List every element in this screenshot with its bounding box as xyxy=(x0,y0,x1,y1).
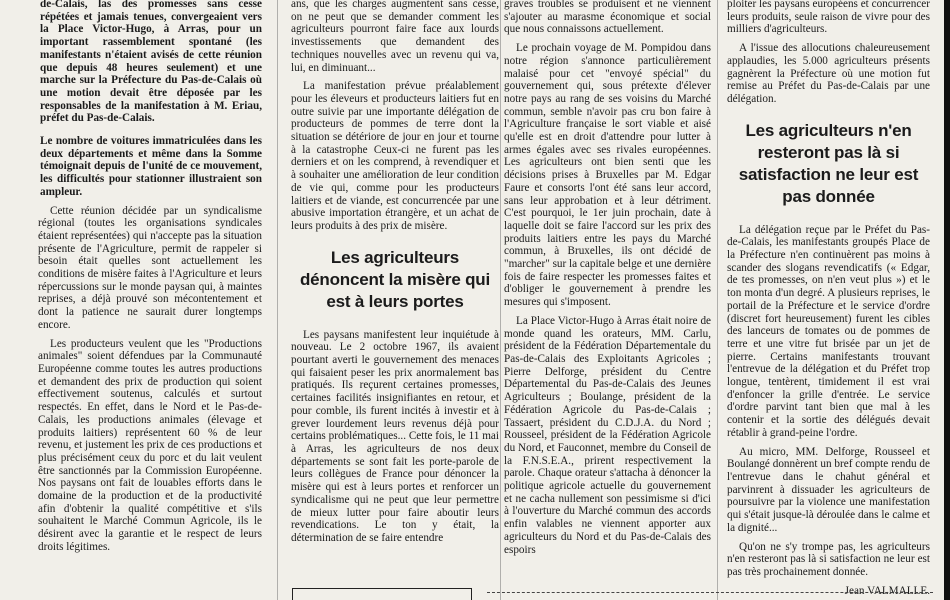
column-rule xyxy=(717,0,718,600)
paragraph: de-Calais, las des promesses sans cesse répétées et jamais tenues, convergeaient vers la Place Victor-Hugo, à Arras, pour un important rassemblement spontané (les manifestants n'étaient avisés de cette réunion que depuis 48 heures seulement) et une marche sur la Préfecture du Pas-de-Calais où une motion devait être déposée par les responsables de la manifestation à M. Eriau, préfet du Pas-de-Calais. xyxy=(40,0,262,125)
column-rule xyxy=(500,0,501,600)
paragraph: Qu'on ne s'y trompe pas, les agriculteurs n'en resteront pas là si satisfaction ne leur est pas très prochainement donnée. xyxy=(727,540,930,578)
paragraph: La manifestation prévue préalablement pour les éleveurs et producteurs laitiers fut en outre suivie par une importante délégation de producteurs de pommes de terre dont la situation se détériore de jour en jour et tourne à la catastrophe Ceux-ci ne furent pas les derniers et on les comprend, à revendiquer et à souhaiter une amélioration de leur condition de vie qui, comme pour les producteurs laitiers et de viande, est concurrencée par une abusive importation étrangère, et un achat de leurs produits à des prix de misère. xyxy=(291,80,499,232)
section-headline: Les agriculteurs dénoncent la misère qui est à leurs portes xyxy=(299,247,490,311)
paragraph: A l'issue des allocutions chaleureusement applaudies, les 5.000 agriculteurs présents gagnèrent la Préfecture où une motion fut remise au Préfet du Pas-de-Calais par une délégation. xyxy=(727,42,930,105)
author-signature: Jean VALMALLE. xyxy=(844,584,930,597)
article-column-2 xyxy=(291,0,499,551)
dashed-separator xyxy=(487,592,933,593)
section-headline: Les agriculteurs n'en resteront pas là si satisfaction ne leur est pas donnée xyxy=(738,120,919,206)
adjacent-article-frame xyxy=(292,588,472,600)
paragraph: ploiter les paysans européens et concurrencer leurs produits, seule raison de vivre pour des milliers d'agriculteurs. xyxy=(727,0,930,36)
paragraph: Cette réunion décidée par un syndicalisme régional (toutes les organisations syndicales étaient représentées) qui n'accepte pas la situation présente de l'Agriculture, permit de rappeler si besoin était quelles sont actuellement les conditions de misère faites à l'Agriculture et leurs répercussions sur le monde paysan qui, à maintes reprises, a déjà prouvé son mécontentement et dont la patience ne saurait durer longtemps encore. xyxy=(38,204,262,331)
paragraph: La délégation reçue par le Préfet du Pas-de-Calais, les manifestants groupés Place de la Préfecture n'en continuèrent pas moins à scander des slogans revendicatifs (« Edgar, de tes promesses, on n'en veut plus ») et le ton monta d'un degré. A plusieurs reprises, le portail de la Préfecture et le service d'ordre (discret fort heureusement) furent les cibles des lanceurs de tomates ou de pommes de terre et une vitre fut brisée par un jet de pierre. Certains manifestants trouvant l'entrevue de la délégation et du Préfet trop longue, tentèrent, timidement il est vrai d'enfoncer la grille d'entrée. Le service d'ordre parvint tant bien que mal à les contenir et la sortie des délégués devait rétablir à grand-peine l'ordre. xyxy=(727,223,930,439)
paragraph: La Place Victor-Hugo à Arras était noire de monde quand les orateurs, MM. Carlu, président de la Fédération Départementale du Pas-de-Calais des Exploitants Agricoles ; Pierre Delforge, président du Centre Départemental du Pas-de-Calais des Jeunes Agriculteurs ; Boulange, président de la Fédération Agricole du Pas-de-Calais ; Tassaert, président du C.D.J.A. du Nord ; Rousseel, président de la Fédération Agricole du Nord, et Fauconnet, membre du Conseil de la F.N.S.E.A., prirent respectivement la parole. Chaque orateur s'attacha à dénoncer la politique agricole actuelle du gouvernement et ne cacha nullement son pessimisme si d'ici à l'ouverture du Marché commun des accords enfin valables ne viennent apporter aux agriculteurs du Nord et du Pas-de-Calais des espoirs xyxy=(504,314,711,556)
paragraph: Les paysans manifestent leur inquiétude à nouveau. Le 2 octobre 1967, ils avaient pourtant averti le gouvernement des menaces qui faisaient peser les prix anormalement bas pratiqués. Ils reçurent certaines promesses, certaines facilités insignifiantes en retour, et pour comble, ils furent incités à investir et à grever lourdement leurs revenus déjà pour certains problématiques... Cette fois, le 11 mai à Arras, les agriculteurs de nos deux départements se sont fait les porte-parole de leurs collègues de France pour dénoncer la misère qui est à leurs portes et renforcer un syndicalisme qui ne peut que leur permettre de mieux lutter pour faire aboutir leurs revendications. Le ton y était, la détermination de se faire entendre xyxy=(291,328,499,544)
column-rule xyxy=(277,0,278,600)
article-column-3 xyxy=(504,0,711,562)
paragraph: Les producteurs veulent que les "Productions animales" soient défendues par la Communauté Européenne comme toutes les autres productions et demandent des prix de production qui soient effectivement soutenus, calculés et surtout respectés. En effet, dans le Nord et le Pas-de-Calais, les productions animales (élevage et produits laitiers) représentent 60 % de leur revenu, et justement les prix de ces productions et plus précisément ceux du porc et du lait veulent être sanctionnés par la Commission Européenne. Nos paysans ont fait de louables efforts dans le domaine de la production et de la productivité afin d'obtenir la qualité compétitive et s'ils souhaitent le Marché Commun Agricole, ils le désirent avec la garantie et le respect de leurs droits légitimes. xyxy=(38,337,262,553)
paragraph: graves troubles se produisent et ne viennent s'ajouter au marasme économique et social que nous connaissons actuellement. xyxy=(504,0,711,36)
article-column-1 xyxy=(38,0,262,560)
paragraph: ans, que les charges augmentent sans cesse, on ne peut que se demander comment les agriculteurs pourront faire face aux lourds investissements que demandent des techniques nouvelles avec un revenu qui va, lui, en diminuant... xyxy=(291,0,499,74)
paragraph: Le nombre de voitures immatriculées dans les deux départements et même dans la Somme témoignait depuis de l'unité de ce mouvement, les difficultés pour stationner illustraient son ampleur. xyxy=(40,135,262,198)
scan-edge xyxy=(944,0,950,600)
paragraph: Au micro, MM. Delforge, Rousseel et Boulangé donnèrent un bref compte rendu de l'entrevue dans le chahut général et parvinrent à dissuader les agriculteurs de poursuivre par la violence une manifestation qui s'était jusque-là déroulée dans le calme et la dignité... xyxy=(727,445,930,534)
article-column-4 xyxy=(727,0,930,600)
paragraph: Le prochain voyage de M. Pompidou dans notre région s'annonce particulièrement malaisé pour cet "envoyé spécial" du gouvernement qui, sous prétexte d'élever notre pays au rang de ses voisins du Marché commun, semble n'avoir pas cru bon faire à l'Agriculture française le sort viable et aisé qu'elle est en droit d'attendre pour lutter à armes égales avec ses rivales européennes. Les agriculteurs ont bien senti que les décisions prises à Bruxelles par M. Edgar Faure et consorts l'ont été sans leur accord, sans leur approbation et à leur détriment. C'est pourquoi, le 1er juin prochain, date à laquelle doit se faire l'accord sur les prix des produits laitiers entre les pays du Marché commun, à Bruxelles, ils ont décidé de "marcher" sur la capitale belge et une dernière fois de faire respecter les promesses faites et d'obliger le gouvernement à prendre les mesures qui s'imposent. xyxy=(504,42,711,309)
